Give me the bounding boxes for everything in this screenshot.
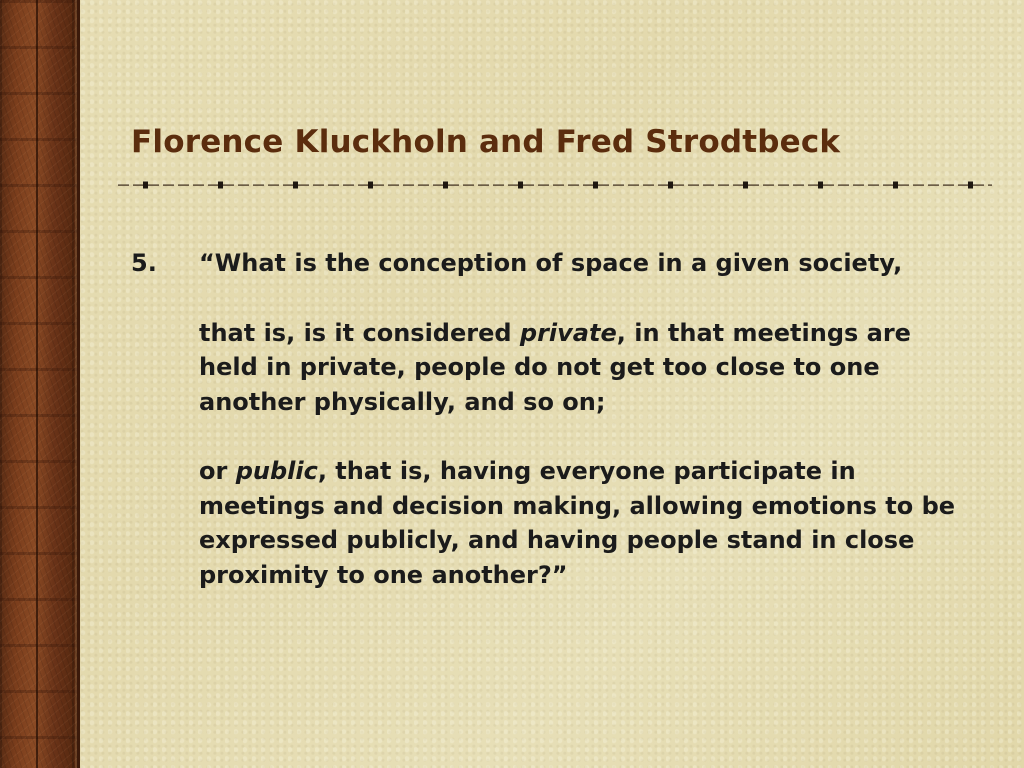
divider-dash xyxy=(838,185,849,186)
question-paragraph: “What is the conception of space in a given society, xyxy=(199,249,903,277)
divider-dash xyxy=(913,185,924,186)
divider-dash xyxy=(748,185,759,186)
divider-dash xyxy=(553,185,564,186)
divider-dash xyxy=(463,185,474,186)
divider-dash xyxy=(133,185,144,186)
divider-dash xyxy=(943,185,954,186)
public-paragraph xyxy=(199,454,974,592)
divider-dash xyxy=(658,185,669,186)
divider-marker xyxy=(818,182,823,189)
divider-marker xyxy=(593,182,598,189)
wood-sidebar xyxy=(0,0,80,768)
private-text-after: , in that meetings are held in private, people do not get too close to one another physically, and so on; xyxy=(199,318,911,416)
divider-marker xyxy=(668,182,673,189)
divider-dash xyxy=(253,185,264,186)
divider-marker xyxy=(293,182,298,189)
divider-dash xyxy=(973,185,984,186)
wood-seam xyxy=(36,0,38,768)
divider-dash xyxy=(178,185,189,186)
private-paragraph xyxy=(199,316,974,420)
divider-dash xyxy=(493,185,504,186)
divider-dash xyxy=(733,185,744,186)
divider-dash xyxy=(223,185,234,186)
divider-marker xyxy=(218,182,223,189)
divider-dash xyxy=(898,185,909,186)
divider-marker xyxy=(743,182,748,189)
divider-dash xyxy=(358,185,369,186)
item-number: 5. xyxy=(131,249,157,277)
divider-marker xyxy=(143,182,148,189)
divider-dash xyxy=(823,185,834,186)
divider-dash xyxy=(538,185,549,186)
divider-marker xyxy=(968,182,973,189)
divider-dash xyxy=(688,185,699,186)
divider-dash xyxy=(628,185,639,186)
public-term: public xyxy=(235,457,318,485)
divider-dash xyxy=(808,185,819,186)
divider-marker xyxy=(443,182,448,189)
divider-dash xyxy=(568,185,579,186)
divider-dash xyxy=(268,185,279,186)
wood-grain xyxy=(0,0,77,768)
divider-dash xyxy=(673,185,684,186)
divider-dash xyxy=(343,185,354,186)
divider-dash xyxy=(418,185,429,186)
divider-dash xyxy=(988,185,992,186)
divider-dash xyxy=(118,185,129,186)
title-divider xyxy=(118,178,992,192)
divider-marker xyxy=(368,182,373,189)
divider-dash xyxy=(523,185,534,186)
divider-dash xyxy=(373,185,384,186)
divider-dash xyxy=(283,185,294,186)
divider-marker xyxy=(893,182,898,189)
divider-marker xyxy=(518,182,523,189)
divider-dash xyxy=(778,185,789,186)
divider-dash xyxy=(388,185,399,186)
divider-dash xyxy=(928,185,939,186)
list-item xyxy=(131,246,991,592)
private-term: private xyxy=(519,318,617,347)
divider-dash xyxy=(448,185,459,186)
public-text-after: , that is, having everyone participate in meetings and decision making, allowing emotions to be expressed publicly, and having people stand in close proximity to one another?” xyxy=(199,457,956,589)
slide-title: Florence Kluckholn and Fred Strodtbeck xyxy=(131,124,841,160)
divider-dash xyxy=(193,185,204,186)
private-text-before: that is, is it considered xyxy=(199,318,520,347)
divider-dash xyxy=(238,185,249,186)
divider-dash xyxy=(613,185,624,186)
divider-dash xyxy=(868,185,879,186)
divider-dash xyxy=(793,185,804,186)
divider-dash xyxy=(433,185,444,186)
divider-dash xyxy=(163,185,174,186)
divider-dash xyxy=(763,185,774,186)
divider-dash xyxy=(703,185,714,186)
divider-dash xyxy=(403,185,414,186)
divider-dash xyxy=(208,185,219,186)
divider-dash xyxy=(313,185,324,186)
slide-content xyxy=(131,246,991,592)
divider-dash xyxy=(508,185,519,186)
divider-dash xyxy=(598,185,609,186)
divider-dash xyxy=(643,185,654,186)
item-body xyxy=(199,246,974,592)
divider-dash xyxy=(853,185,864,186)
divider-dash xyxy=(328,185,339,186)
divider-dash xyxy=(958,185,969,186)
public-text-before: or xyxy=(199,457,236,485)
divider-dash xyxy=(718,185,729,186)
divider-dash xyxy=(478,185,489,186)
divider-dash xyxy=(148,185,159,186)
divider-dash xyxy=(583,185,594,186)
divider-dash xyxy=(298,185,309,186)
divider-dash xyxy=(883,185,894,186)
